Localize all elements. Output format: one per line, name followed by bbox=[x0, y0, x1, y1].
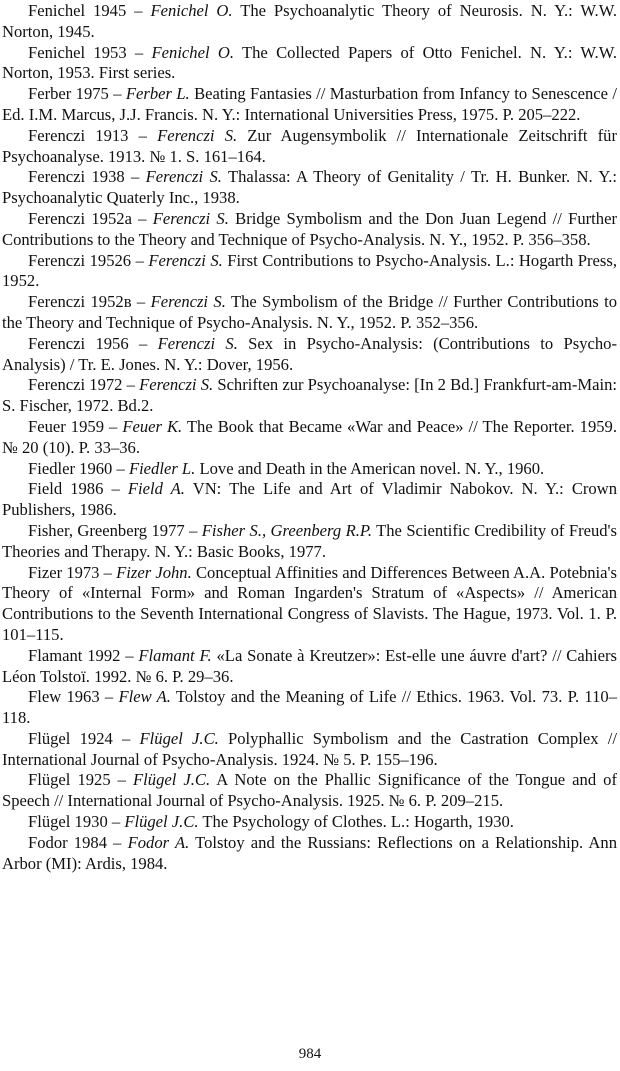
entry-author: Fenichel O. bbox=[150, 1, 233, 20]
entry-key: Ferenczi 1952a – bbox=[28, 208, 153, 228]
entry-key: Flew 1963 – bbox=[28, 687, 119, 707]
bibliography-entry bbox=[2, 43, 617, 85]
bibliography-entry bbox=[2, 833, 617, 875]
entry-key: Fenichel 1953 – bbox=[28, 42, 152, 62]
entry-author: Ferenczi S. bbox=[152, 208, 229, 228]
entry-reference: Bridge Symbolism and the Don Juan Legend // Further Contributions to the Theory and Technique of Psycho-Analysis. N. Y., 1952. P. 356–358. bbox=[2, 208, 617, 249]
entry-reference: The Scientific Credibility of Freud's Theories and Therapy. N. Y.: Basic Books, 1977. bbox=[2, 520, 617, 561]
entry-author: Fisher S., Greenberg R.P. bbox=[201, 520, 373, 540]
entry-author: Fiedler L. bbox=[128, 458, 196, 478]
entry-reference: Sex in Psycho-Analysis: (Contributions to Psycho-Analysis) / Tr. E. Jones. N. Y.: Dover, 1956. bbox=[2, 333, 617, 374]
entry-key: Fodor 1984 – bbox=[28, 832, 128, 852]
bibliography-entry bbox=[2, 292, 617, 334]
entry-key: Field 1986 – bbox=[28, 479, 128, 499]
entry-reference: Tolstoy and the Meaning of Life // Ethics. 1963. Vol. 73. P. 110–118. bbox=[2, 687, 617, 728]
bibliography-entry bbox=[2, 375, 617, 417]
entry-reference: Love and Death in the American novel. N. Y., 1960. bbox=[195, 458, 545, 478]
entry-author: Fizer John. bbox=[116, 562, 192, 582]
bibliography-entry bbox=[2, 563, 617, 646]
bibliography-entry bbox=[2, 521, 617, 563]
entry-key: Fisher, Greenberg 1977 – bbox=[28, 520, 202, 540]
bibliography-entry bbox=[2, 126, 617, 168]
entry-author: Fenichel O. bbox=[151, 42, 234, 62]
bibliography-entry bbox=[2, 334, 617, 376]
bibliography-entry bbox=[2, 479, 617, 521]
entry-reference: Tolstoy and the Russians: Reflections on a Relationship. Ann Arbor (MI): Ardis, 1984. bbox=[2, 832, 617, 873]
entry-reference: The Psychology of Clothes. L.: Hogarth, 1930. bbox=[198, 812, 514, 832]
entry-reference: A Note on the Phallic Significance of the Tongue and of Speech // International Journal of Psycho-Analysis. 1925. № 6. P. 209–215. bbox=[2, 770, 617, 811]
entry-reference: Conceptual Affinities and Differences Between A.A. Potebnia's Theory of «Internal Form» and Roman Ingarden's Stratum of «Aspects» // American Contributions to the Seventh International Congress of Slavists. The Hague, 1973. Vol. 1. P. 101–115. bbox=[2, 562, 617, 644]
entry-key: Ferenczi 1952в – bbox=[28, 292, 151, 312]
entry-author: Ferenczi S. bbox=[145, 167, 222, 187]
entry-key: Ferenczi 1956 – bbox=[28, 333, 158, 353]
entry-reference: The Collected Papers of Otto Fenichel. N. Y.: W.W. Norton, 1953. First series. bbox=[2, 42, 617, 83]
entry-reference: Polyphallic Symbolism and the Castration Complex // International Journal of Psycho-Analysis. 1924. № 5. P. 155–196. bbox=[2, 728, 617, 769]
entry-reference: Thalassa: A Theory of Genitality / Tr. H. Bunker. N. Y.: Psychoanalytic Quaterly Inc., 1938. bbox=[2, 167, 617, 208]
entry-reference: The Book that Became «War and Peace» // The Reporter. 1959. № 20 (10). P. 33–36. bbox=[2, 416, 617, 457]
entry-key: Ferenczi 1913 – bbox=[28, 125, 158, 145]
entry-key: Ferenczi 1972 – bbox=[28, 375, 140, 395]
entry-author: Flew A. bbox=[118, 687, 171, 707]
entry-key: Feuer 1959 – bbox=[28, 416, 123, 436]
entry-reference: Schriften zur Psychoanalyse: [In 2 Bd.] Frankfurt-am-Main: S. Fischer, 1972. Bd.2. bbox=[2, 375, 617, 416]
entry-key: Flamant 1992 – bbox=[28, 645, 139, 665]
bibliography-entry bbox=[2, 84, 617, 126]
entry-author: Flügel J.C. bbox=[133, 770, 211, 790]
bibliography-entry bbox=[2, 459, 617, 480]
entry-key: Ferenczi 1938 – bbox=[28, 167, 146, 187]
entry-reference: First Contributions to Psycho-Analysis. L.: Hogarth Press, 1952. bbox=[2, 250, 617, 291]
entry-author: Ferenczi S. bbox=[148, 250, 223, 270]
entry-author: Ferenczi S. bbox=[150, 292, 226, 312]
bibliography-entry bbox=[2, 687, 617, 729]
bibliography-entry bbox=[2, 770, 617, 812]
entry-author: Fodor A. bbox=[127, 832, 190, 852]
bibliography-entry bbox=[2, 251, 617, 293]
entry-author: Feuer K. bbox=[122, 416, 183, 436]
entry-reference: Beating Fantasies // Masturbation from Infancy to Senescence / Ed. I.M. Marcus, J.J. Francis. N. Y.: International Universities Press, 1975. P. 205–222. bbox=[2, 84, 617, 124]
entry-reference: «La Sonate à Kreutzer»: Est-elle une áuvre d'art? // Cahiers Léon Tolstoï. 1992. № 6. P. 29–36. bbox=[2, 645, 617, 686]
bibliography-entry bbox=[2, 812, 617, 833]
bibliography-entry bbox=[2, 209, 617, 251]
entry-author: Flügel J.C. bbox=[124, 812, 199, 832]
entry-author: Ferenczi S. bbox=[139, 375, 214, 395]
entry-reference: The Symbolism of the Bridge // Further Contributions to the Theory and Technique of Psycho-Analysis. N. Y., 1952. P. 352–356. bbox=[2, 292, 617, 332]
bibliography-page bbox=[2, 1, 617, 874]
entry-key: Fenichel 1945 – bbox=[28, 1, 151, 20]
bibliography-entry bbox=[2, 167, 617, 209]
entry-reference: VN: The Life and Art of Vladimir Nabokov. N. Y.: Crown Publishers, 1986. bbox=[2, 479, 618, 520]
entry-author: Flamant F. bbox=[138, 645, 212, 665]
page-number: 984 bbox=[298, 1046, 322, 1062]
entry-key: Fizer 1973 – bbox=[28, 562, 117, 582]
bibliography-entry bbox=[2, 729, 617, 771]
entry-key: Ferber 1975 – bbox=[28, 84, 126, 104]
entry-reference: Zur Augensymbolik // Internationale Zeitschrift für Psychoanalyse. 1913. № 1. S. 161–164. bbox=[2, 125, 617, 166]
entry-key: Ferenczi 19526 – bbox=[28, 250, 149, 270]
entry-author: Flügel J.C. bbox=[139, 728, 219, 748]
entry-author: Ferenczi S. bbox=[157, 333, 238, 353]
entry-key: Flügel 1925 – bbox=[28, 770, 134, 790]
entry-reference: The Psychoanalytic Theory of Neurosis. N. Y.: W.W. Norton, 1945. bbox=[2, 1, 617, 41]
bibliography-entry bbox=[2, 1, 617, 43]
bibliography-entry bbox=[2, 417, 617, 459]
entry-author: Ferenczi S. bbox=[157, 125, 238, 145]
entry-key: Flügel 1930 – bbox=[28, 812, 125, 832]
bibliography-entry bbox=[2, 646, 617, 688]
entry-key: Flügel 1924 – bbox=[28, 728, 140, 748]
entry-author: Field A. bbox=[127, 479, 185, 499]
entry-author: Ferber L. bbox=[125, 84, 190, 104]
entry-key: Fiedler 1960 – bbox=[28, 458, 129, 478]
